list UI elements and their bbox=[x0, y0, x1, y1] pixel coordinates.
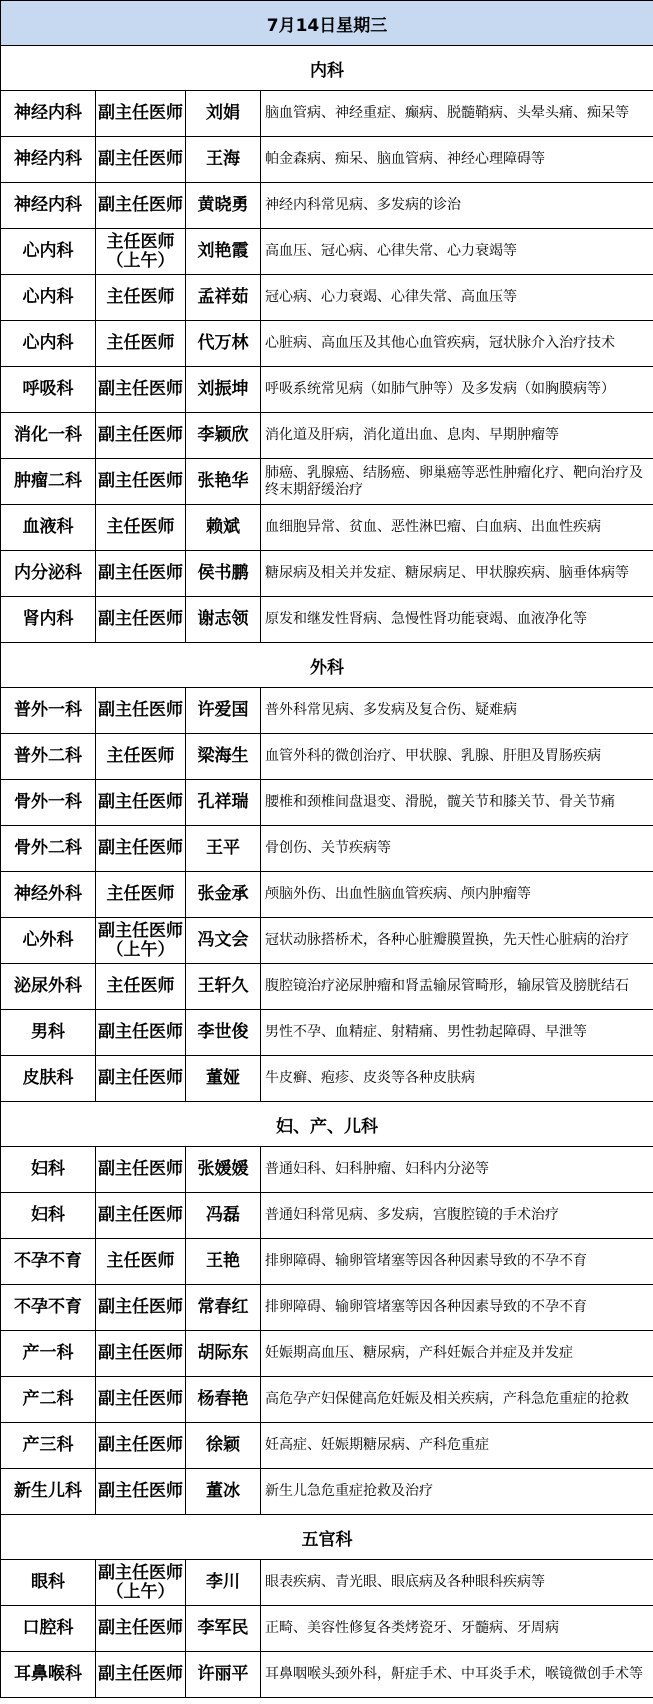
specialty-text: 高血压、冠心病、心律失常、心力衰竭等 bbox=[265, 243, 517, 259]
department-cell: 产二科 bbox=[1, 1377, 96, 1423]
doctor-name-cell: 代万林 bbox=[186, 321, 261, 367]
specialty-text: 呼吸系统常见病（如肺气肿等）及多发病（如胸膜病等） bbox=[265, 381, 615, 397]
department-cell: 心外科 bbox=[1, 918, 96, 964]
department-cell: 消化一科 bbox=[1, 413, 96, 459]
section-header-row bbox=[1, 46, 653, 91]
specialty-cell bbox=[261, 1193, 653, 1239]
department-cell: 男科 bbox=[1, 1010, 96, 1056]
title-rank-cell: 主任医师 bbox=[96, 505, 186, 551]
section-header-row bbox=[1, 643, 653, 688]
specialty-cell bbox=[261, 91, 653, 137]
doctor-row bbox=[1, 1056, 653, 1102]
specialty-text: 血管外科的微创治疗、甲状腺、乳腺、肝胆及胃肠疾病 bbox=[265, 748, 601, 764]
doctor-row bbox=[1, 229, 653, 275]
specialty-text: 腹腔镜治疗泌尿肿瘤和肾盂输尿管畸形，输尿管及膀胱结石 bbox=[265, 978, 629, 994]
specialty-text: 原发和继发性肾病、急慢性肾功能衰竭、血液净化等 bbox=[265, 611, 587, 627]
title-rank-cell: 主任医师 bbox=[96, 275, 186, 321]
department-cell: 血液科 bbox=[1, 505, 96, 551]
doctor-row bbox=[1, 918, 653, 964]
department-cell: 普外一科 bbox=[1, 688, 96, 734]
doctor-row bbox=[1, 780, 653, 826]
doctor-row bbox=[1, 137, 653, 183]
department-cell: 普外二科 bbox=[1, 734, 96, 780]
title-rank-cell: 主任医师 bbox=[96, 734, 186, 780]
title-rank-cell: 副主任医师 bbox=[96, 459, 186, 505]
doctor-row bbox=[1, 413, 653, 459]
department-cell: 神经外科 bbox=[1, 872, 96, 918]
specialty-cell bbox=[261, 1469, 653, 1515]
title-rank-cell: 副主任医师 bbox=[96, 688, 186, 734]
specialty-cell bbox=[261, 1423, 653, 1469]
title-rank-cell: 副主任医师 bbox=[96, 1423, 186, 1469]
doctor-row bbox=[1, 1652, 653, 1698]
specialty-cell bbox=[261, 964, 653, 1010]
specialty-text: 牛皮癣、疱疹、皮炎等各种皮肤病 bbox=[265, 1070, 475, 1086]
title-rank-cell: 副主任医师 bbox=[96, 1469, 186, 1515]
specialty-text: 正畸、美容性修复各类烤瓷牙、牙髓病、牙周病 bbox=[265, 1620, 559, 1636]
doctor-row bbox=[1, 1285, 653, 1331]
department-cell: 妇科 bbox=[1, 1193, 96, 1239]
title-rank-cell: 副主任医师 bbox=[96, 1285, 186, 1331]
specialty-cell bbox=[261, 688, 653, 734]
specialty-text: 肺癌、乳腺癌、结肠癌、卵巢癌等恶性肿瘤化疗、靶向治疗及终末期舒缓治疗 bbox=[265, 464, 643, 498]
specialty-text: 冠状动脉搭桥术，各种心脏瓣膜置换，先天性心脏病的治疗 bbox=[265, 932, 629, 948]
doctor-name-cell: 孟祥茹 bbox=[186, 275, 261, 321]
specialty-cell bbox=[261, 780, 653, 826]
specialty-text: 妊娠期高血压、糖尿病，产科妊娠合并症及并发症 bbox=[265, 1345, 573, 1361]
section-title: 妇、产、儿科 bbox=[1, 1102, 653, 1147]
section-header-row bbox=[1, 1515, 653, 1560]
department-cell: 口腔科 bbox=[1, 1606, 96, 1652]
specialty-text: 颅脑外伤、出血性脑血管疾病、颅内肿瘤等 bbox=[265, 886, 531, 902]
doctor-row bbox=[1, 183, 653, 229]
doctor-name-cell: 赖斌 bbox=[186, 505, 261, 551]
title-rank-cell: 副主任医师 bbox=[96, 1147, 186, 1193]
department-cell: 皮肤科 bbox=[1, 1056, 96, 1102]
specialty-text: 排卵障碍、输卵管堵塞等因各种因素导致的不孕不育 bbox=[265, 1299, 587, 1315]
doctor-row bbox=[1, 964, 653, 1010]
specialty-text: 神经内科常见病、多发病的诊治 bbox=[265, 197, 461, 213]
doctor-name-cell: 冯磊 bbox=[186, 1193, 261, 1239]
doctor-name-cell: 刘娟 bbox=[186, 91, 261, 137]
title-rank-cell: 副主任医师 （上午） bbox=[96, 918, 186, 964]
title-rank-cell: 副主任医师 bbox=[96, 551, 186, 597]
title-rank-cell: 副主任医师 bbox=[96, 1010, 186, 1056]
department-cell: 肾内科 bbox=[1, 597, 96, 643]
doctor-name-cell: 刘艳霞 bbox=[186, 229, 261, 275]
doctor-name-cell: 李颖欣 bbox=[186, 413, 261, 459]
title-rank-cell: 主任医师 （上午） bbox=[96, 229, 186, 275]
specialty-cell bbox=[261, 1147, 653, 1193]
doctor-row bbox=[1, 1331, 653, 1377]
doctor-name-cell: 谢志领 bbox=[186, 597, 261, 643]
title-rank-cell: 副主任医师 bbox=[96, 413, 186, 459]
department-cell: 眼科 bbox=[1, 1560, 96, 1606]
specialty-text: 高危孕产妇保健高危妊娠及相关疾病，产科急危重症的抢救 bbox=[265, 1391, 629, 1407]
title-rank-cell: 主任医师 bbox=[96, 964, 186, 1010]
department-cell: 骨外二科 bbox=[1, 826, 96, 872]
title-rank-cell: 副主任医师 bbox=[96, 1193, 186, 1239]
doctor-row bbox=[1, 1193, 653, 1239]
doctor-row bbox=[1, 1239, 653, 1285]
doctor-name-cell: 王平 bbox=[186, 826, 261, 872]
doctor-name-cell: 王轩久 bbox=[186, 964, 261, 1010]
title-rank-cell: 副主任医师 bbox=[96, 780, 186, 826]
specialty-cell bbox=[261, 551, 653, 597]
doctor-row bbox=[1, 1010, 653, 1056]
specialty-text: 男性不孕、血精症、射精痛、男性勃起障碍、早泄等 bbox=[265, 1024, 587, 1040]
specialty-cell bbox=[261, 183, 653, 229]
doctor-row bbox=[1, 1606, 653, 1652]
specialty-cell bbox=[261, 321, 653, 367]
doctor-row bbox=[1, 321, 653, 367]
title-rank-cell: 副主任医师 bbox=[96, 91, 186, 137]
doctor-row bbox=[1, 688, 653, 734]
doctor-row bbox=[1, 1423, 653, 1469]
specialty-text: 普通妇科、妇科肿瘤、妇科内分泌等 bbox=[265, 1161, 489, 1177]
department-cell: 神经内科 bbox=[1, 137, 96, 183]
specialty-cell bbox=[261, 1239, 653, 1285]
doctor-name-cell: 李军民 bbox=[186, 1606, 261, 1652]
doctor-name-cell: 常春红 bbox=[186, 1285, 261, 1331]
specialty-cell bbox=[261, 1652, 653, 1698]
specialty-cell bbox=[261, 918, 653, 964]
section-header-row bbox=[1, 1102, 653, 1147]
section-title: 外科 bbox=[1, 643, 653, 688]
doctor-row bbox=[1, 275, 653, 321]
section-title: 五官科 bbox=[1, 1515, 653, 1560]
title-rank-cell: 主任医师 bbox=[96, 321, 186, 367]
specialty-text: 耳鼻咽喉头颈外科，鼾症手术、中耳炎手术，喉镜微创手术等 bbox=[265, 1666, 643, 1682]
schedule-body bbox=[1, 1, 653, 1698]
title-rank-cell: 主任医师 bbox=[96, 872, 186, 918]
title-rank-cell: 副主任医师 （上午） bbox=[96, 1560, 186, 1606]
department-cell: 神经内科 bbox=[1, 183, 96, 229]
doctor-name-cell: 张媛媛 bbox=[186, 1147, 261, 1193]
department-cell: 呼吸科 bbox=[1, 367, 96, 413]
doctor-row bbox=[1, 367, 653, 413]
specialty-cell bbox=[261, 734, 653, 780]
doctor-name-cell: 刘振坤 bbox=[186, 367, 261, 413]
department-cell: 心内科 bbox=[1, 321, 96, 367]
specialty-cell bbox=[261, 1377, 653, 1423]
department-cell: 神经内科 bbox=[1, 91, 96, 137]
specialty-cell bbox=[261, 413, 653, 459]
doctor-name-cell: 侯书鹏 bbox=[186, 551, 261, 597]
doctor-name-cell: 徐颖 bbox=[186, 1423, 261, 1469]
schedule-date-title: 7月14日星期三 bbox=[1, 1, 653, 46]
doctor-row bbox=[1, 551, 653, 597]
department-cell: 心内科 bbox=[1, 275, 96, 321]
title-rank-cell: 副主任医师 bbox=[96, 1331, 186, 1377]
title-rank-cell: 副主任医师 bbox=[96, 826, 186, 872]
title-rank-cell: 副主任医师 bbox=[96, 1652, 186, 1698]
title-rank-cell: 副主任医师 bbox=[96, 1606, 186, 1652]
doctor-row bbox=[1, 597, 653, 643]
doctor-row bbox=[1, 91, 653, 137]
title-row bbox=[1, 1, 653, 46]
doctor-name-cell: 孔祥瑞 bbox=[186, 780, 261, 826]
specialty-cell bbox=[261, 367, 653, 413]
specialty-text: 糖尿病及相关并发症、糖尿病足、甲状腺疾病、脑垂体病等 bbox=[265, 565, 629, 581]
specialty-cell bbox=[261, 505, 653, 551]
title-rank-cell: 副主任医师 bbox=[96, 1056, 186, 1102]
specialty-cell bbox=[261, 872, 653, 918]
doctor-row bbox=[1, 826, 653, 872]
specialty-text: 血细胞异常、贫血、恶性淋巴瘤、白血病、出血性疾病 bbox=[265, 519, 601, 535]
department-cell: 泌尿外科 bbox=[1, 964, 96, 1010]
specialty-text: 心脏病、高血压及其他心血管疾病，冠状脉介入治疗技术 bbox=[265, 335, 615, 351]
department-cell: 骨外一科 bbox=[1, 780, 96, 826]
doctor-row bbox=[1, 1560, 653, 1606]
doctor-name-cell: 王艳 bbox=[186, 1239, 261, 1285]
specialty-text: 脑血管病、神经重症、癫病、脱髓鞘病、头晕头痛、痴呆等 bbox=[265, 105, 629, 121]
department-cell: 不孕不育 bbox=[1, 1239, 96, 1285]
doctor-name-cell: 许丽平 bbox=[186, 1652, 261, 1698]
specialty-cell bbox=[261, 826, 653, 872]
doctor-name-cell: 李世俊 bbox=[186, 1010, 261, 1056]
specialty-cell bbox=[261, 1056, 653, 1102]
doctor-row bbox=[1, 505, 653, 551]
title-rank-cell: 副主任医师 bbox=[96, 367, 186, 413]
doctor-row bbox=[1, 1147, 653, 1193]
doctor-name-cell: 许爱国 bbox=[186, 688, 261, 734]
specialty-text: 普外科常见病、多发病及复合伤、疑难病 bbox=[265, 702, 517, 718]
department-cell: 产三科 bbox=[1, 1423, 96, 1469]
doctor-name-cell: 董冰 bbox=[186, 1469, 261, 1515]
specialty-text: 消化道及肝病，消化道出血、息肉、早期肿瘤等 bbox=[265, 427, 559, 443]
specialty-text: 骨创伤、关节疾病等 bbox=[265, 840, 391, 856]
doctor-row bbox=[1, 1377, 653, 1423]
department-cell: 肿瘤二科 bbox=[1, 459, 96, 505]
department-cell: 产一科 bbox=[1, 1331, 96, 1377]
specialty-cell bbox=[261, 1285, 653, 1331]
doctor-row bbox=[1, 459, 653, 505]
doctor-name-cell: 王海 bbox=[186, 137, 261, 183]
specialty-text: 腰椎和颈椎间盘退变、滑脱，髋关节和膝关节、骨关节痛 bbox=[265, 794, 615, 810]
specialty-cell bbox=[261, 1606, 653, 1652]
specialty-cell bbox=[261, 1560, 653, 1606]
specialty-text: 妊高症、妊娠期糖尿病、产科危重症 bbox=[265, 1437, 489, 1453]
doctor-name-cell: 董娅 bbox=[186, 1056, 261, 1102]
title-rank-cell: 副主任医师 bbox=[96, 183, 186, 229]
department-cell: 新生儿科 bbox=[1, 1469, 96, 1515]
doctor-name-cell: 胡际东 bbox=[186, 1331, 261, 1377]
doctor-name-cell: 冯文会 bbox=[186, 918, 261, 964]
section-title: 内科 bbox=[1, 46, 653, 91]
doctor-name-cell: 黄晓勇 bbox=[186, 183, 261, 229]
specialty-cell bbox=[261, 597, 653, 643]
title-rank-cell: 副主任医师 bbox=[96, 137, 186, 183]
department-cell: 耳鼻喉科 bbox=[1, 1652, 96, 1698]
specialty-cell bbox=[261, 275, 653, 321]
specialty-text: 眼表疾病、青光眼、眼底病及各种眼科疾病等 bbox=[265, 1574, 545, 1590]
specialty-cell bbox=[261, 459, 653, 505]
specialty-text: 新生儿急危重症抢救及治疗 bbox=[265, 1483, 433, 1499]
doctor-row bbox=[1, 1469, 653, 1515]
doctor-row bbox=[1, 734, 653, 780]
specialty-cell bbox=[261, 1331, 653, 1377]
doctor-name-cell: 梁海生 bbox=[186, 734, 261, 780]
title-rank-cell: 副主任医师 bbox=[96, 1377, 186, 1423]
department-cell: 心内科 bbox=[1, 229, 96, 275]
title-rank-cell: 主任医师 bbox=[96, 1239, 186, 1285]
doctor-name-cell: 张金承 bbox=[186, 872, 261, 918]
doctor-name-cell: 张艳华 bbox=[186, 459, 261, 505]
doctor-name-cell: 李川 bbox=[186, 1560, 261, 1606]
specialty-cell bbox=[261, 1010, 653, 1056]
doctor-row bbox=[1, 872, 653, 918]
specialty-text: 普通妇科常见病、多发病，宫腹腔镜的手术治疗 bbox=[265, 1207, 559, 1223]
specialty-cell bbox=[261, 229, 653, 275]
title-rank-cell: 副主任医师 bbox=[96, 597, 186, 643]
specialty-text: 帕金森病、痴呆、脑血管病、神经心理障碍等 bbox=[265, 151, 545, 167]
department-cell: 内分泌科 bbox=[1, 551, 96, 597]
department-cell: 不孕不育 bbox=[1, 1285, 96, 1331]
specialty-cell bbox=[261, 137, 653, 183]
specialty-text: 冠心病、心力衰竭、心律失常、高血压等 bbox=[265, 289, 517, 305]
department-cell: 妇科 bbox=[1, 1147, 96, 1193]
specialty-text: 排卵障碍、输卵管堵塞等因各种因素导致的不孕不育 bbox=[265, 1253, 587, 1269]
doctor-name-cell: 杨春艳 bbox=[186, 1377, 261, 1423]
